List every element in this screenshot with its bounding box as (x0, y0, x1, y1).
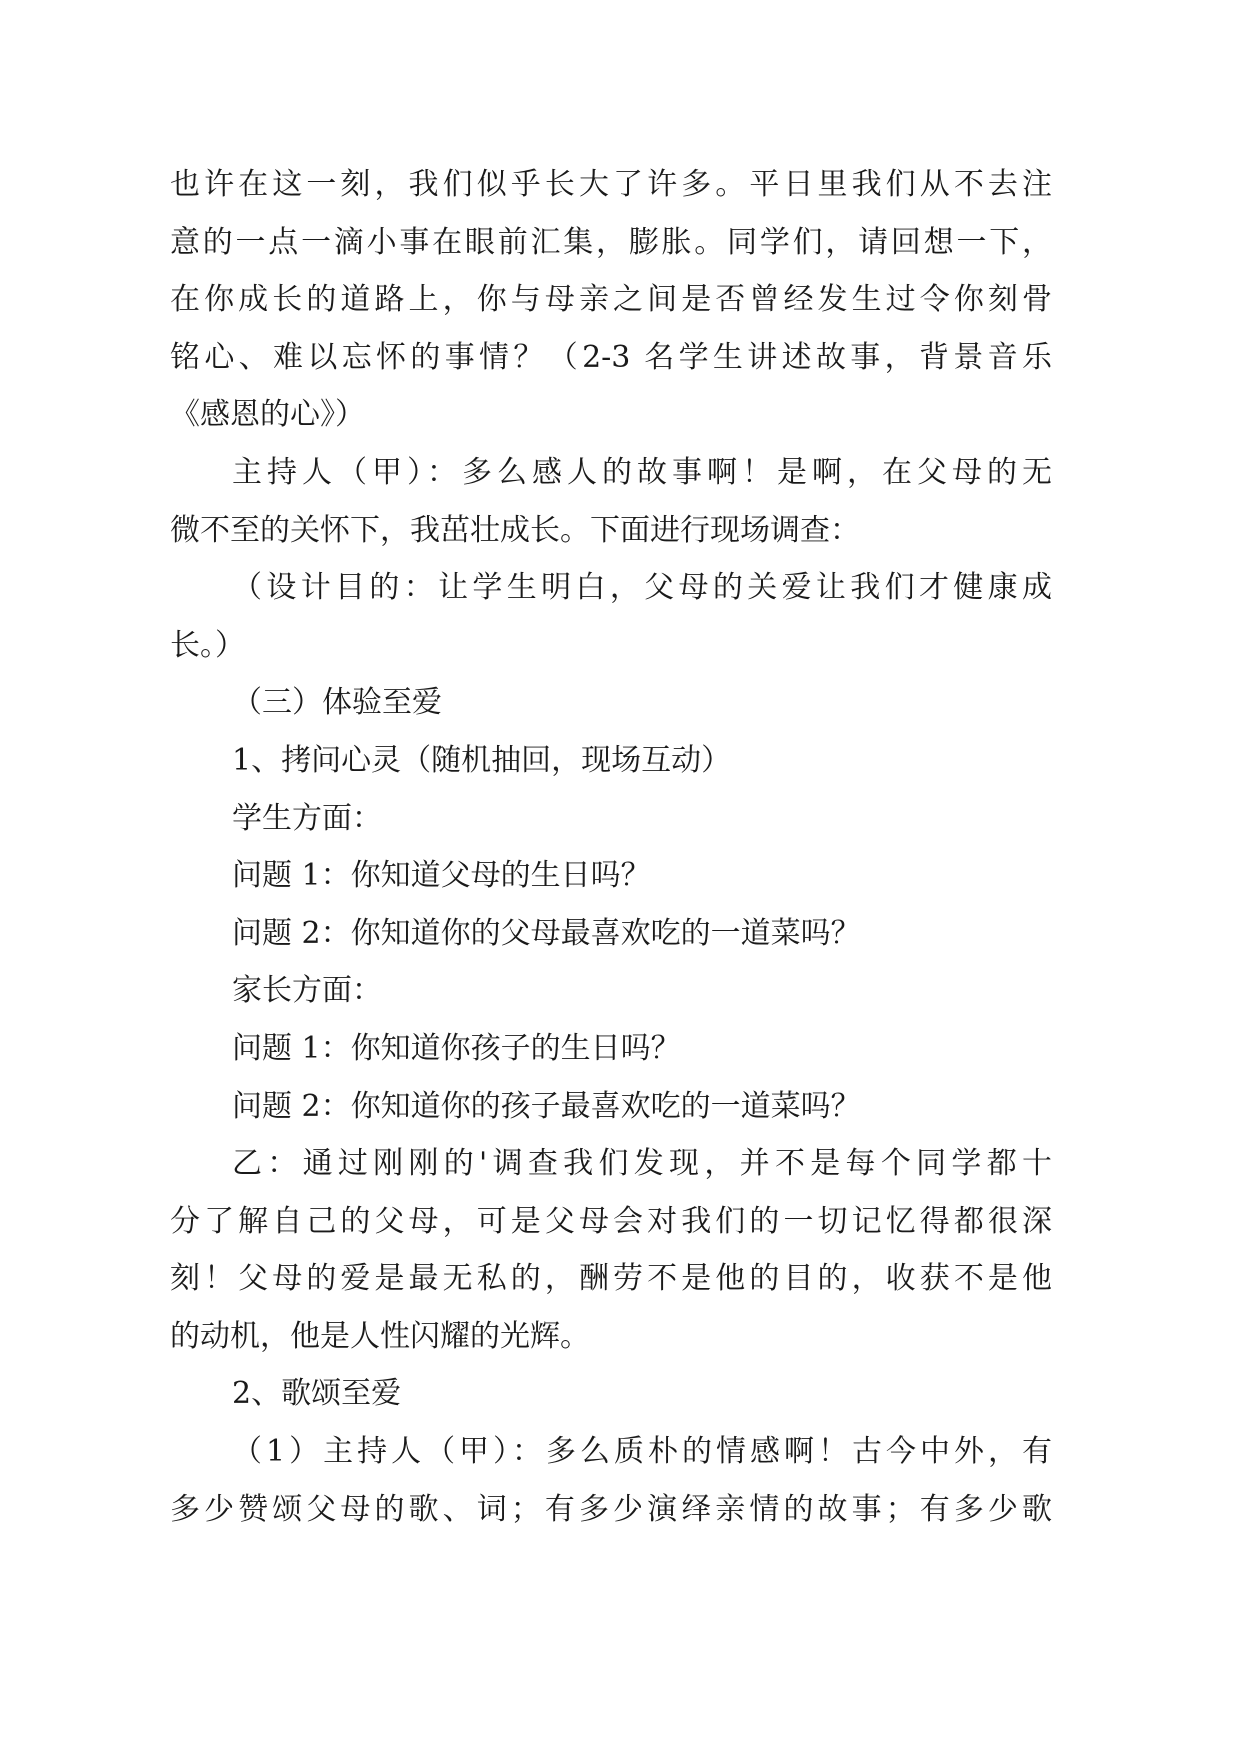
label-students (170, 790, 1052, 848)
student-question-2 (170, 905, 1052, 963)
text-line: 长。） (170, 627, 245, 663)
text-line: 学生方面： (232, 800, 382, 836)
text-line: 问题 2：你知道你的孩子最喜欢吃的一道菜吗？ (232, 1088, 861, 1124)
section-heading-experience (170, 674, 1052, 732)
paragraph-design-purpose (170, 559, 1052, 674)
paragraph-host-a-praise (170, 1423, 1052, 1538)
text-line: （设计目的：让学生明白，父母的关爱让我们才健康成 (232, 570, 1052, 606)
text-line: 刻！父母的爱是最无私的，酬劳不是他的目的，收获不是他 (170, 1261, 1052, 1297)
paragraph-host-b-summary (170, 1135, 1052, 1365)
text-line: 微不至的关怀下，我茁壮成长。下面进行现场调查： (170, 512, 860, 548)
text-line: 乙：通过刚刚的'调查我们发现，并不是每个同学都十 (232, 1146, 1052, 1182)
text-line: 《感恩的心》） (170, 397, 365, 433)
student-question-1 (170, 847, 1052, 905)
label-parents (170, 962, 1052, 1020)
text-line: 意的一点一滴小事在眼前汇集，膨胀。同学们，请回想一下， (170, 224, 1052, 260)
text-line: 家长方面： (232, 973, 382, 1009)
text-line: 也许在这一刻，我们似乎长大了许多。平日里我们从不去注 (170, 167, 1052, 202)
document-body (170, 156, 1052, 1538)
text-line: 多少赞颂父母的歌、词；有多少演绎亲情的故事；有多少歌 (170, 1491, 1052, 1527)
text-line: 在你成长的道路上，你与母亲之间是否曾经发生过令你刻骨 (170, 282, 1052, 318)
text-line: 铭心、难以忘怀的事情？（2-3 名学生讲述故事，背景音乐 (170, 339, 1052, 375)
text-line: 1、拷问心灵（随机抽回，现场互动） (232, 742, 732, 778)
parent-question-1 (170, 1020, 1052, 1078)
text-line: 2、歌颂至爱 (232, 1376, 402, 1412)
paragraph-host-a-survey (170, 444, 1052, 559)
parent-question-2 (170, 1078, 1052, 1136)
text-line: 问题 1：你知道父母的生日吗？ (232, 858, 651, 894)
text-line: 的动机，他是人性闪耀的光辉。 (170, 1318, 590, 1354)
text-line: 问题 2：你知道你的父母最喜欢吃的一道菜吗？ (232, 915, 861, 951)
text-line: （1）主持人（甲）：多么质朴的情感啊！古今中外，有 (232, 1434, 1052, 1470)
text-line: 分了解自己的父母，可是父母会对我们的一切记忆得都很深 (170, 1203, 1052, 1239)
subsection-heading-praise (170, 1365, 1052, 1423)
text-line: 主持人（甲）：多么感人的故事啊！是啊，在父母的无 (232, 454, 1052, 490)
paragraph-sharing-stories (170, 156, 1052, 444)
subsection-heading-questions (170, 732, 1052, 790)
text-line: （三）体验至爱 (232, 685, 442, 721)
text-line: 问题 1：你知道你孩子的生日吗？ (232, 1030, 681, 1066)
